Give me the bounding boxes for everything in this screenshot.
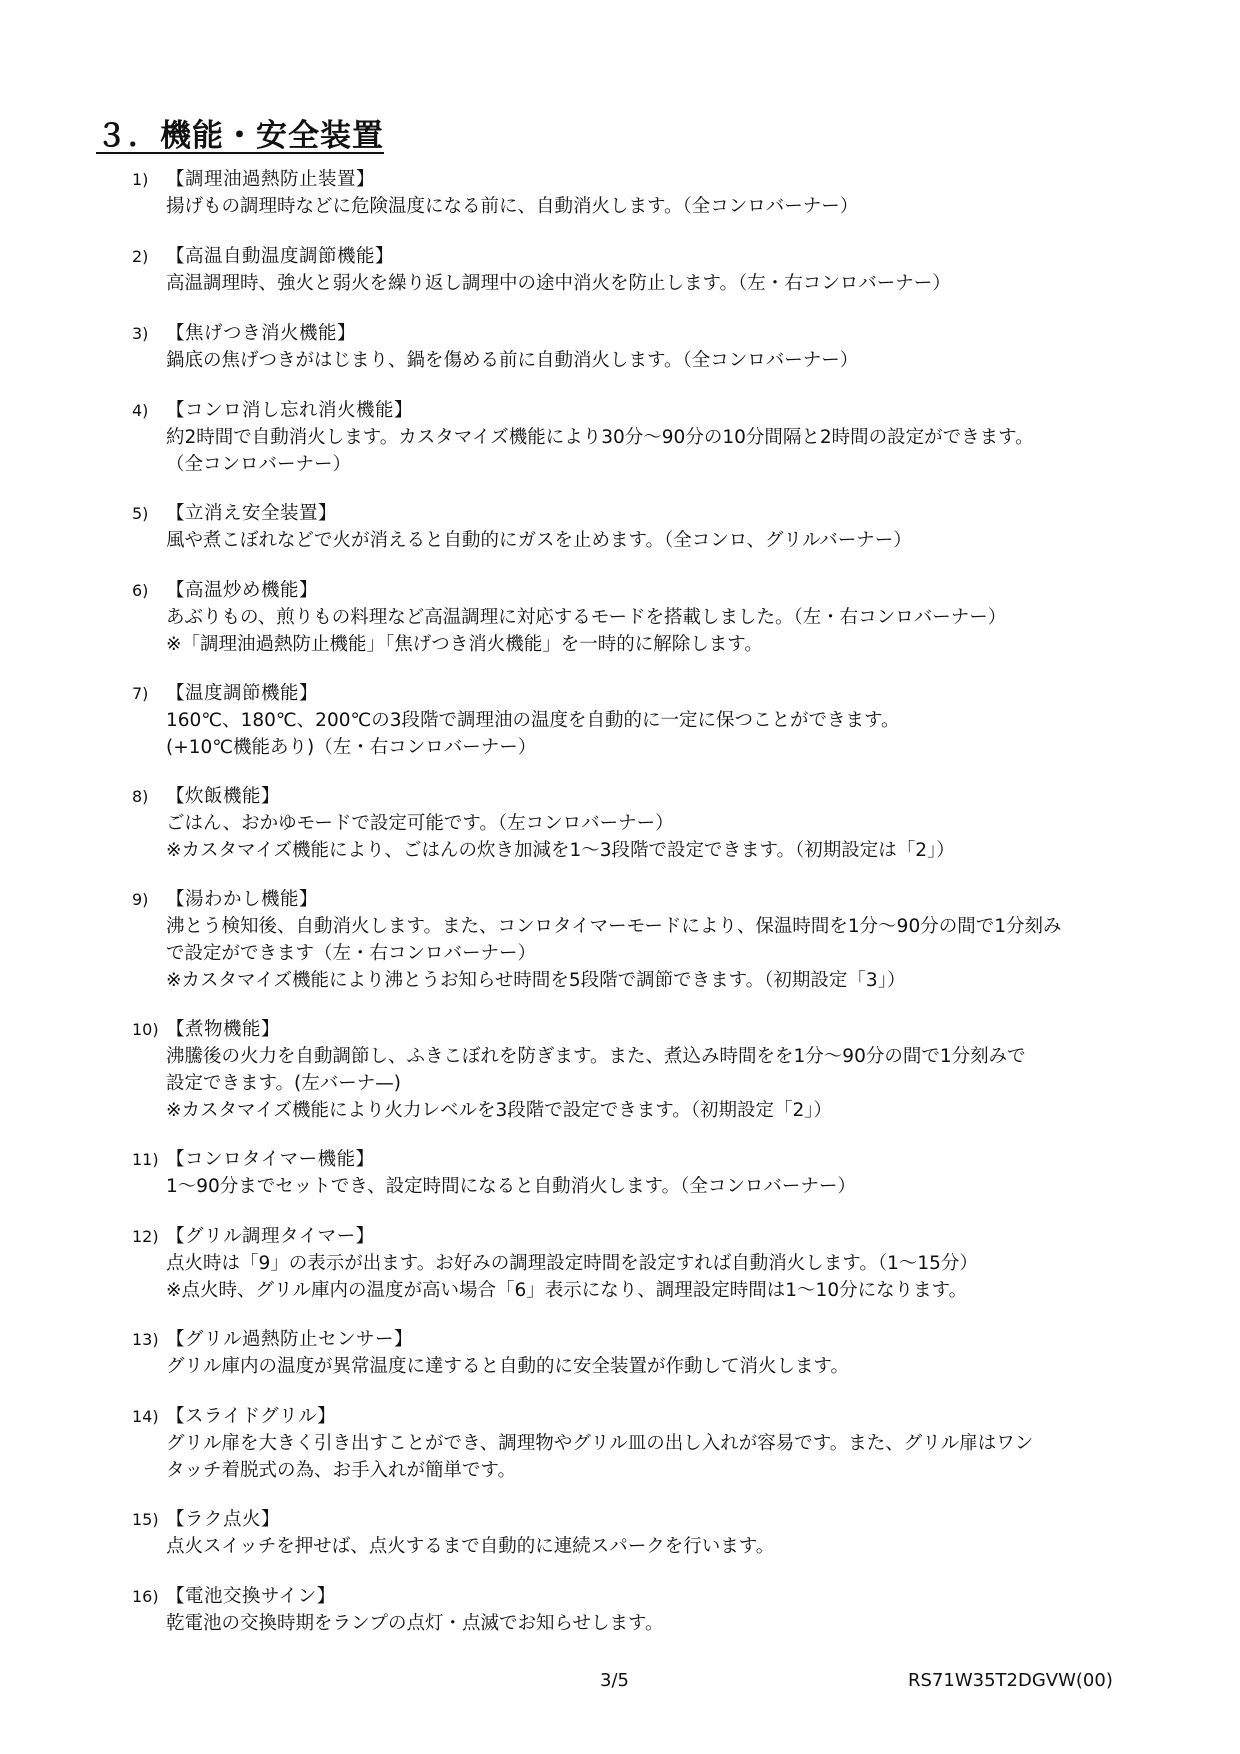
feature-item-number: 2) — [132, 247, 149, 266]
feature-item — [132, 1326, 1172, 1380]
feature-item-number: 15) — [132, 1510, 159, 1529]
feature-item-number: 6) — [132, 581, 149, 600]
feature-item-line: 沸とう検知後、自動消火します。また、コンロタイマーモードにより、保温時間を1分～90分の間で1分刻み — [166, 916, 1062, 937]
feature-item-description — [132, 527, 1172, 554]
feature-item-number: 3) — [132, 324, 149, 343]
feature-item-heading — [132, 397, 1172, 424]
feature-item-title: 【コンロ消し忘れ消火機能】 — [166, 400, 414, 421]
feature-item-heading — [132, 243, 1172, 270]
feature-item — [132, 1016, 1172, 1124]
feature-item-description — [132, 270, 1172, 297]
feature-item-title: 【グリル調理タイマー】 — [166, 1226, 375, 1247]
feature-item-line: 設定できます。(左バーナ—) — [166, 1073, 401, 1094]
feature-item-description — [132, 1430, 1172, 1484]
feature-item — [132, 577, 1172, 658]
feature-item-heading — [132, 320, 1172, 347]
feature-item-description — [132, 193, 1172, 220]
feature-item — [132, 680, 1172, 761]
feature-item-title: 【煮物機能】 — [166, 1019, 281, 1040]
feature-item — [132, 500, 1172, 554]
feature-item-line: 点火スイッチを押せば、点火するまで自動的に連続スパークを行います。 — [166, 1536, 775, 1557]
feature-item — [132, 886, 1172, 994]
feature-item-description — [132, 1043, 1172, 1124]
feature-item-line: ごはん、おかゆモードで設定可能です。（左コンロバーナー） — [166, 813, 674, 834]
feature-item-title: 【高温自動温度調節機能】 — [166, 246, 395, 267]
feature-item-line: 約2時間で自動消火します。カスタマイズ機能により30分～90分の10分間隔と2時間の設定ができます。 — [166, 427, 1034, 448]
feature-item-line: 沸騰後の火力を自動調節し、ふきこぼれを防ぎます。また、煮込み時間をを1分～90分の間で1分刻みで — [166, 1046, 1026, 1067]
feature-item — [132, 1146, 1172, 1200]
feature-item-number: 12) — [132, 1227, 159, 1246]
feature-item-number: 13) — [132, 1330, 159, 1349]
feature-item-description — [132, 604, 1172, 658]
feature-item-description — [132, 347, 1172, 374]
feature-item — [132, 243, 1172, 297]
feature-item-description — [132, 424, 1172, 478]
feature-item — [132, 1583, 1172, 1637]
feature-item-number: 14) — [132, 1407, 159, 1426]
feature-item-number: 16) — [132, 1587, 159, 1606]
feature-item-number: 8) — [132, 787, 149, 806]
feature-item-number: 1) — [132, 170, 149, 189]
feature-item — [132, 397, 1172, 478]
feature-item-line: 風や煮こぼれなどで火が消えると自動的にガスを止めます。（全コンロ、グリルバーナー） — [166, 530, 912, 551]
feature-item-heading — [132, 500, 1172, 527]
feature-item-line: 揚げもの調理時などに危険温度になる前に、自動消火します。（全コンロバーナー） — [166, 196, 859, 217]
feature-item-number: 9) — [132, 890, 149, 909]
feature-item-description — [132, 1173, 1172, 1200]
feature-item-line: 鍋底の焦げつきがはじまり、鍋を傷める前に自動消火します。（全コンロバーナー） — [166, 350, 859, 371]
feature-item-title: 【グリル過熱防止センサー】 — [166, 1329, 414, 1350]
feature-item-number: 11) — [132, 1150, 159, 1169]
feature-item-line: 点火時は「9」の表示が出ます。お好みの調理設定時間を設定すれば自動消火します。（1～15分） — [166, 1253, 978, 1274]
feature-item-heading — [132, 783, 1172, 810]
feature-item-heading — [132, 1016, 1172, 1043]
feature-item-description — [132, 1353, 1172, 1380]
feature-item-line: で設定ができます（左・右コンロバーナー） — [166, 943, 537, 964]
feature-item-title: 【焦げつき消火機能】 — [166, 323, 357, 344]
feature-item-number: 7) — [132, 684, 149, 703]
feature-item-title: 【温度調節機能】 — [166, 683, 319, 704]
feature-item-description — [132, 810, 1172, 864]
feature-item-heading — [132, 1403, 1172, 1430]
feature-item-title: 【ラク点火】 — [166, 1509, 281, 1530]
feature-item-heading — [132, 1223, 1172, 1250]
feature-item — [132, 320, 1172, 374]
feature-item-heading — [132, 1506, 1172, 1533]
feature-item — [132, 783, 1172, 864]
feature-item-number: 10) — [132, 1020, 159, 1039]
feature-item-line: ※カスタマイズ機能により火力レベルを3段階で設定できます。（初期設定「2」） — [166, 1100, 833, 1121]
feature-item-line: （全コンロバーナー） — [166, 454, 352, 475]
feature-item-heading — [132, 1146, 1172, 1173]
feature-item-line: 1～90分までセットでき、設定時間になると自動消火します。（全コンロバーナー） — [166, 1176, 856, 1197]
feature-item — [132, 166, 1172, 220]
feature-item-line: グリル扉を大きく引き出すことができ、調理物やグリル皿の出し入れが容易です。また、グリル扉はワン — [166, 1433, 1034, 1454]
feature-item-line: 乾電池の交換時期をランプの点灯・点滅でお知らせします。 — [166, 1613, 664, 1634]
feature-item-title: 【スライドグリル】 — [166, 1406, 337, 1427]
feature-item-line: タッチ着脱式の為、お手入れが簡単です。 — [166, 1460, 517, 1481]
feature-item-description — [132, 913, 1172, 994]
feature-item-heading — [132, 1326, 1172, 1353]
feature-item-heading — [132, 577, 1172, 604]
feature-item-heading — [132, 886, 1172, 913]
feature-item-number: 4) — [132, 401, 149, 420]
feature-item-description — [132, 1250, 1172, 1304]
feature-item-line: ※「調理油過熱防止機能」「焦げつき消火機能」を一時的に解除します。 — [166, 634, 763, 655]
feature-item-title: 【コンロタイマー機能】 — [166, 1149, 375, 1170]
feature-item-title: 【電池交換サイン】 — [166, 1586, 336, 1607]
feature-item — [132, 1223, 1172, 1304]
section-title: ３．機能・安全装置 — [96, 118, 384, 154]
feature-item-line: ※カスタマイズ機能により、ごはんの炊き加減を1～3段階で設定できます。（初期設定は「2」） — [166, 840, 955, 861]
feature-item-line: ※カスタマイズ機能により沸とうお知らせ時間を5段階で調節できます。（初期設定「3」） — [166, 970, 906, 991]
feature-item-line: 高温調理時、強火と弱火を繰り返し調理中の途中消火を防止します。（左・右コンロバーナー） — [166, 273, 951, 294]
feature-item-description — [132, 1610, 1172, 1637]
feature-item-title: 【炊飯機能】 — [166, 786, 281, 807]
feature-item-heading — [132, 680, 1172, 707]
feature-item-heading — [132, 166, 1172, 193]
feature-item-description — [132, 707, 1172, 761]
feature-item-title: 【立消え安全装置】 — [166, 503, 338, 524]
document-code: RS71W35T2DGVW(00) — [908, 1670, 1113, 1691]
feature-item-title: 【調理油過熱防止装置】 — [166, 169, 376, 190]
feature-item-line: グリル庫内の温度が異常温度に達すると自動的に安全装置が作動して消火します。 — [166, 1356, 850, 1377]
feature-item-line: 160℃、180℃、200℃の3段階で調理油の温度を自動的に一定に保つことができます。 — [166, 710, 900, 731]
feature-item-description — [132, 1533, 1172, 1560]
feature-item-line: (+10℃機能あり)（左・右コンロバーナー） — [166, 737, 537, 758]
feature-item — [132, 1403, 1172, 1484]
feature-item — [132, 1506, 1172, 1560]
feature-item-line: あぶりもの、煎りもの料理など高温調理に対応するモードを搭載しました。（左・右コンロバーナー） — [166, 607, 1007, 628]
feature-item-title: 【湯わかし機能】 — [166, 889, 319, 910]
page-number: 3/5 — [600, 1670, 629, 1691]
feature-item-line: ※点火時、グリル庫内の温度が高い場合「6」表示になり、調理設定時間は1～10分になります。 — [166, 1280, 968, 1301]
feature-item-title: 【高温炒め機能】 — [166, 580, 319, 601]
feature-item-heading — [132, 1583, 1172, 1610]
feature-item-number: 5) — [132, 504, 149, 523]
